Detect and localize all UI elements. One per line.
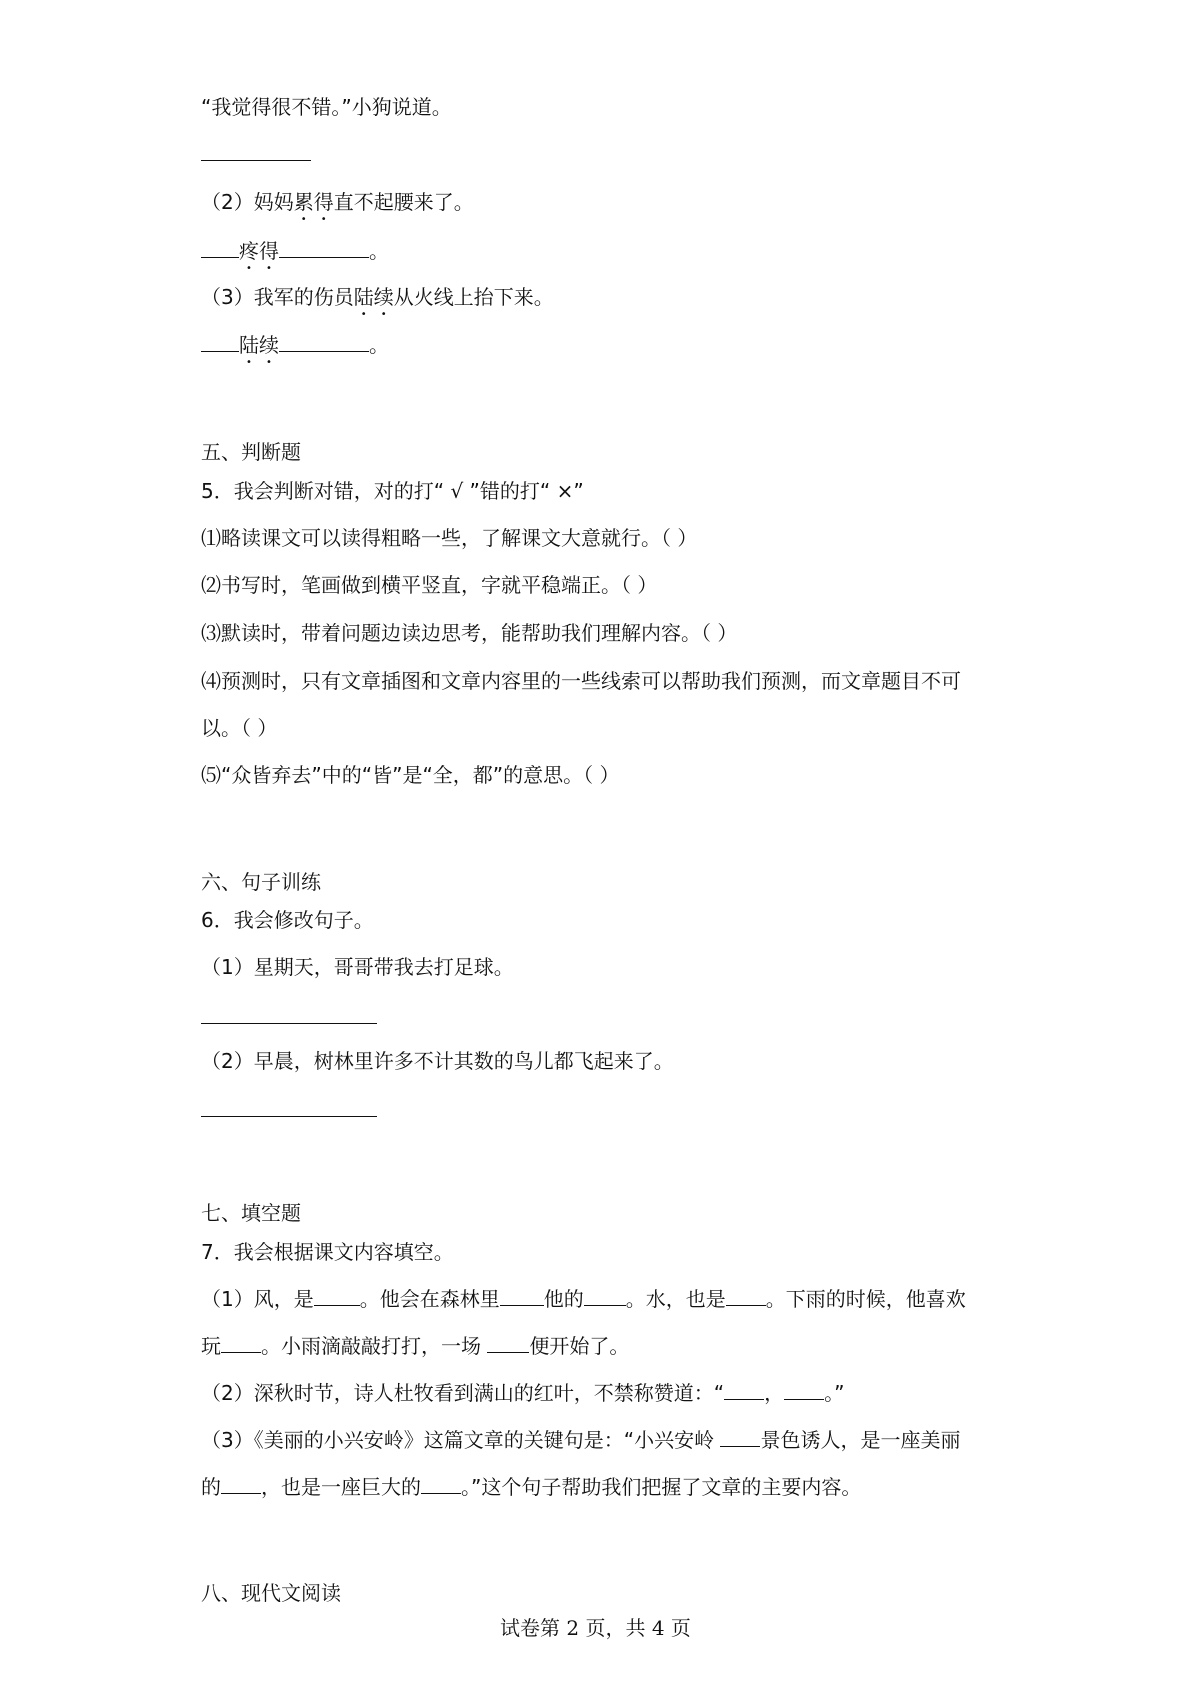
question-5: 5．我会判断对错，对的打“ √ ”错的打“ ×” <box>201 479 584 503</box>
answer-row-2: 疼得 。 <box>201 238 389 274</box>
fill-line-3: （2）深秋时节，诗人杜牧看到满山的红叶，不禁称赞道：“ ， 。” <box>201 1381 845 1405</box>
blank[interactable] <box>221 1334 261 1353</box>
blank[interactable] <box>500 1287 544 1306</box>
answer-line-6-1[interactable] <box>201 1023 377 1024</box>
blank[interactable] <box>279 239 369 258</box>
fill-line-4: （3）《美丽的小兴安岭》这篇文章的关键句是：“小兴安岭 景色诱人，是一座美丽 <box>201 1428 961 1452</box>
emphasized-word: 累得 <box>293 190 334 214</box>
page-footer: 试卷第 2 页，共 4 页 <box>500 1616 691 1640</box>
fill-line-1: （1）风，是 。他会在森林里 他的 。水，也是 。下雨的时候，他喜欢 <box>201 1287 966 1311</box>
blank[interactable] <box>720 1428 760 1447</box>
sentence-item: （2）早晨，树林里许多不计其数的鸟儿都飞起来了。 <box>201 1049 674 1073</box>
question-7: 7．我会根据课文内容填空。 <box>201 1240 454 1264</box>
blank[interactable] <box>201 333 239 352</box>
blank[interactable] <box>584 1287 626 1306</box>
judge-item: ⑷预测时，只有文章插图和文章内容里的一些线索可以帮助我们预测，而文章题目不可 <box>201 669 961 693</box>
blank[interactable] <box>421 1475 461 1494</box>
blank[interactable] <box>314 1287 360 1306</box>
judge-item: ⑸“众皆弃去”中的“皆”是“全，都”的意思。（ ） <box>201 763 620 787</box>
judge-item: ⑵书写时，笔画做到横平竖直，字就平稳端正。（ ） <box>201 573 658 597</box>
blank[interactable] <box>201 239 239 258</box>
sub-question-2: （2）妈妈累得直不起腰来了。 <box>201 190 474 214</box>
answer-row-3: 陆续 。 <box>201 332 389 368</box>
fill-line-2: 玩 。小雨滴敲敲打打，一场 便开始了。 <box>201 1334 630 1358</box>
answer-line-6-2[interactable] <box>201 1116 377 1117</box>
section-heading: 六、句子训练 <box>201 870 321 894</box>
question-6: 6．我会修改句子。 <box>201 908 374 932</box>
blank[interactable] <box>279 333 369 352</box>
blank[interactable] <box>784 1381 824 1400</box>
emphasized-word: 陆续 <box>353 285 394 309</box>
judge-item: ⑴略读课文可以读得粗略一些，了解课文大意就行。（ ） <box>201 526 698 550</box>
section-heading: 八、现代文阅读 <box>201 1581 341 1605</box>
judge-item: ⑶默读时，带着问题边读边思考，能帮助我们理解内容。（ ） <box>201 621 738 645</box>
blank[interactable] <box>221 1475 261 1494</box>
section-heading: 五、判断题 <box>201 440 301 464</box>
answer-line-1[interactable] <box>201 160 311 161</box>
fill-line-5: 的 ，也是一座巨大的 。”这个句子帮助我们把握了文章的主要内容。 <box>201 1475 862 1499</box>
blank[interactable] <box>487 1334 529 1353</box>
judge-item: 以。（ ） <box>201 716 278 740</box>
sentence-item: （1）星期天，哥哥带我去打足球。 <box>201 955 514 979</box>
blank[interactable] <box>726 1287 766 1306</box>
section-heading: 七、填空题 <box>201 1201 301 1225</box>
blank[interactable] <box>724 1381 764 1400</box>
sub-question-3: （3）我军的伤员陆续从火线上抬下来。 <box>201 285 554 309</box>
quote-line: “我觉得很不错。”小狗说道。 <box>201 95 452 119</box>
